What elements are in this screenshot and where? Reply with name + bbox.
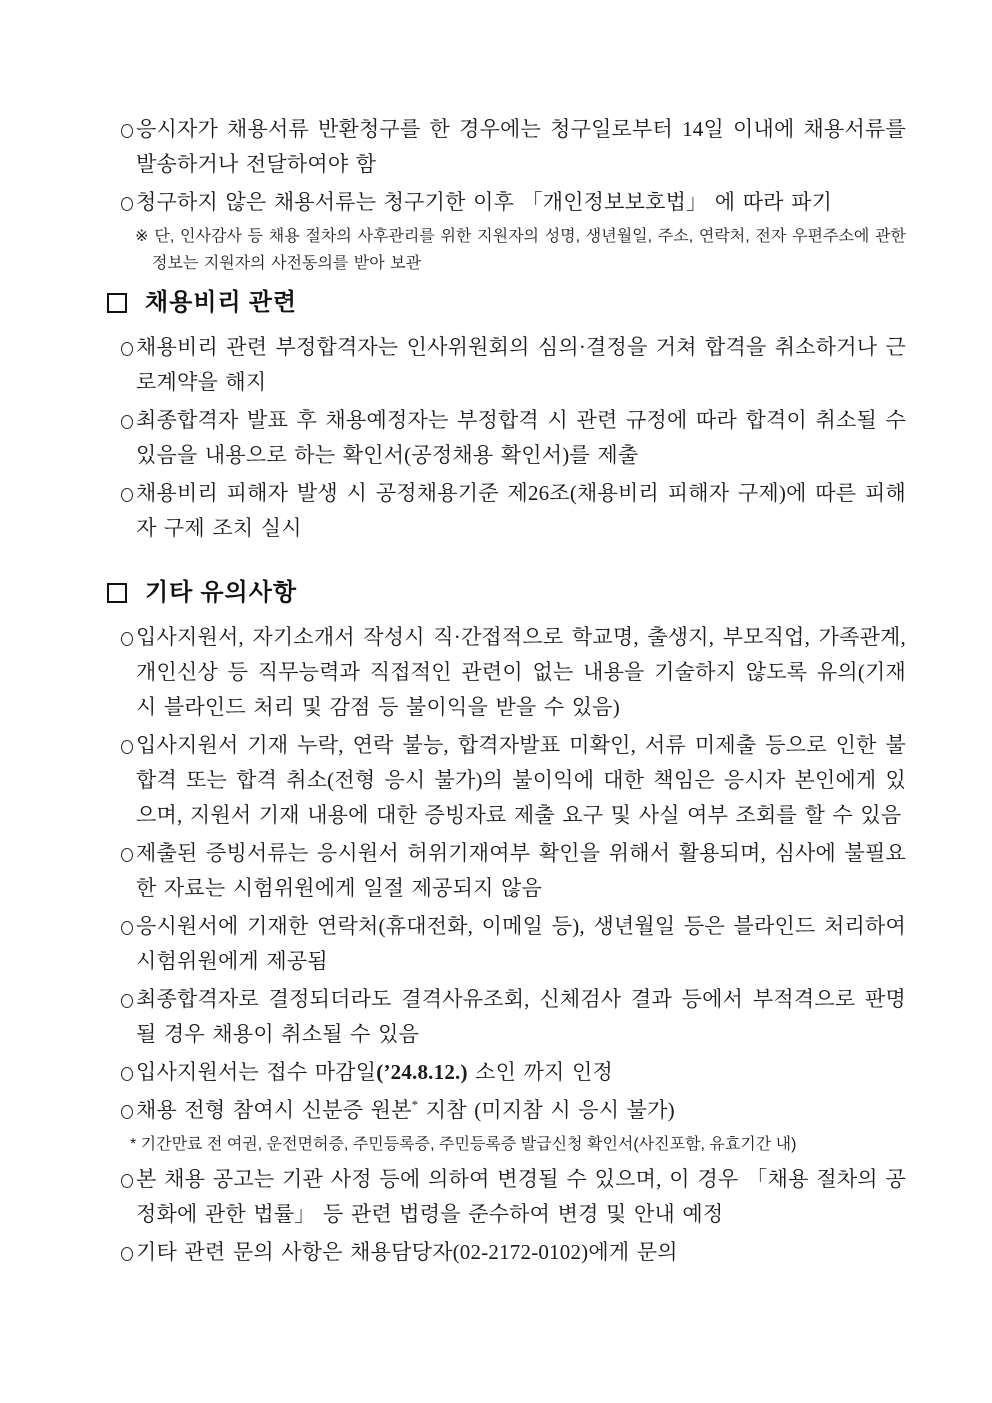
list-item-deadline: [106, 1055, 906, 1090]
list-item: [106, 403, 906, 473]
circle-bullet-icon: [106, 982, 136, 1013]
section-recruitment-fraud: [106, 284, 906, 546]
asterisk-marker: *: [411, 1097, 419, 1112]
deadline-pre: 입사지원서는 접수 마감일: [136, 1060, 377, 1084]
section-title-row: [106, 284, 906, 322]
bullet-text: 최종합격자로 결정되더라도 결격사유조회, 신체검사 결과 등에서 부적격으로 판명될 경우 채용이 취소될 수 있음: [136, 987, 906, 1046]
bullet-text: 입사지원서, 자기소개서 작성시 직·간접적으로 학교명, 출생지, 부모직업, 가족관계, 개인신상 등 직무능력과 직접적인 관련이 없는 내용을 기술하지 않도록 유의(기재 시 블라인드 처리 및 감점 등 불이익을 받을 수 있음): [136, 625, 906, 719]
deadline-post: 소인 까지 인정: [467, 1060, 613, 1084]
list-item: [106, 728, 906, 833]
list-item: [106, 982, 906, 1052]
list-item: [106, 620, 906, 725]
bullet-text: 응시원서에 기재한 연락처(휴대전화, 이메일 등), 생년월일 등은 블라인드 처리하여 시험위원에게 제공됨: [136, 914, 906, 973]
bullet-text: 최종합격자 발표 후 채용예정자는 부정합격 시 관련 규정에 따라 합격이 취소될 수 있음을 내용으로 하는 확인서(공정채용 확인서)를 제출: [136, 408, 906, 467]
list-item: [106, 112, 906, 182]
square-bullet-icon: [107, 293, 127, 313]
list-item: [106, 1162, 906, 1232]
circle-bullet-icon: [106, 1235, 136, 1266]
section-misc-notes: [106, 574, 906, 1270]
section-title: 채용비리 관련: [145, 290, 298, 316]
square-bullet-icon: [107, 583, 127, 603]
circle-bullet-icon: [106, 1162, 136, 1193]
circle-bullet-icon: [106, 112, 136, 143]
circle-bullet-icon: [106, 185, 136, 216]
asterisk-footnote: * 기간만료 전 여권, 운전면허증, 주민등록증, 주민등록증 발급신청 확인서(사진포함, 유효기간 내): [130, 1136, 797, 1153]
bullet-text: 입사지원서 기재 누락, 연락 불능, 합격자발표 미확인, 서류 미제출 등으로 인한 불합격 또는 합격 취소(전형 응시 불가)의 불이익에 대한 책임은 응시자 본인에게 있으며, 지원서 기재 내용에 대한 증빙자료 제출 요구 및 사실 여부 조회를 할 수 있음: [136, 733, 906, 827]
bullet-text: [136, 1093, 906, 1128]
id-post: 지참 (미지참 시 응시 불가): [418, 1098, 675, 1122]
circle-bullet-icon: [106, 909, 136, 940]
bullet-text: 기타 관련 문의 사항은 채용담당자(02-2172-0102)에게 문의: [136, 1240, 678, 1264]
bullet-text: 응시자가 채용서류 반환청구를 한 경우에는 청구일로부터 14일 이내에 채용서류를 발송하거나 전달하여야 함: [136, 117, 906, 176]
list-item: [106, 330, 906, 400]
section-title-row: [106, 574, 906, 612]
circle-bullet-icon: [106, 1093, 136, 1124]
list-item: [106, 476, 906, 546]
list-item: [106, 836, 906, 906]
list-item: [106, 185, 906, 220]
list-item-id-card: [106, 1093, 906, 1128]
bullet-text: 제출된 증빙서류는 응시원서 허위기재여부 확인을 위해서 활용되며, 심사에 불필요한 자료는 시험위원에게 일절 제공되지 않음: [136, 841, 906, 900]
circle-bullet-icon: [106, 728, 136, 759]
circle-bullet-icon: [106, 330, 136, 361]
bullet-text: 채용비리 관련 부정합격자는 인사위원회의 심의·결정을 거쳐 합격을 취소하거나 근로계약을 해지: [136, 335, 906, 394]
circle-bullet-icon: [106, 403, 136, 434]
bullet-text: [136, 1055, 906, 1090]
bullet-text: 본 채용 공고는 기관 사정 등에 의하여 변경될 수 있으며, 이 경우 「채용 절차의 공정화에 관한 법률」 등 관련 법령을 준수하여 변경 및 안내 예정: [136, 1167, 906, 1226]
id-pre: 채용 전형 참여시 신분증 원본: [136, 1098, 412, 1122]
bullet-text: 채용비리 피해자 발생 시 공정채용기준 제26조(채용비리 피해자 구제)에 따른 피해자 구제 조치 실시: [136, 481, 906, 540]
list-item: [106, 1235, 906, 1270]
reference-note: ※ 단, 인사감사 등 채용 절차의 사후관리를 위한 지원자의 성명, 생년월일, 주소, 연락처, 전자 우편주소에 관한 정보는 지원자의 사전동의를 받아 보관: [135, 228, 906, 272]
bullet-text: 청구하지 않은 채용서류는 청구기한 이후 「개인정보보호법」 에 따라 파기: [136, 190, 833, 214]
circle-bullet-icon: [106, 836, 136, 867]
circle-bullet-icon: [106, 620, 136, 651]
section-title: 기타 유의사항: [145, 580, 298, 606]
circle-bullet-icon: [106, 1055, 136, 1086]
deadline-date: (’24.8.12.): [376, 1060, 468, 1084]
list-item: [106, 909, 906, 979]
circle-bullet-icon: [106, 476, 136, 507]
